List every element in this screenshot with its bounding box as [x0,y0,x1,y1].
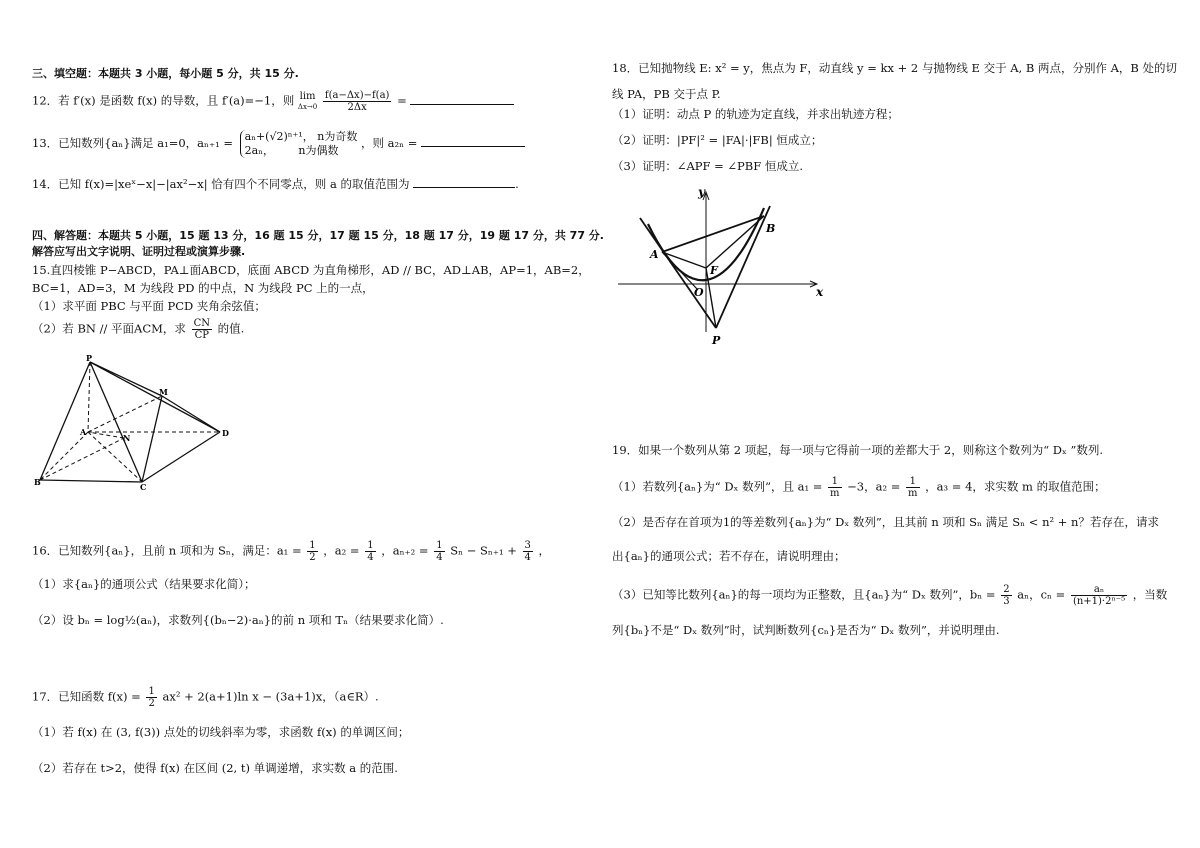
q19-part2-line1: （2）是否存在首项为1的等差数列{aₙ}为“ Dₓ 数列”，且其前 n 项和 Sₙ 满足 Sₙ < n² + n？若存在，请求 [612,515,1159,529]
q19-part2-line2: 出{aₙ}的通项公式；若不存在，请说明理由； [612,549,846,563]
q19-line1: 19．如果一个数列从第 2 项起，每一项与它得前一项的差都大于 2，则称这个数列为“ Dₓ ”数列. [612,443,1104,457]
axis-label-y: y [698,185,705,199]
q17-part2: （2）若存在 t>2，使得 f(x) 在区间 (2, t) 单调递增，求实数 a 的范围. [32,761,398,775]
section4-title: 四、解答题：本题共 5 小题，15 题 13 分，16 题 15 分，17 题 15 分，18 题 17 分，19 题 17 分，共 77 分. [32,229,604,242]
q18-line2: 线 PA，PB 交于点 P. [612,87,721,101]
question-14: 14．已知 f(x)=|xeˣ−x|−|ax²−x| 恰有四个不同零点，则 a 的取值范围为 . [32,177,519,191]
q18-line1: 18．已知抛物线 E: x² = y，焦点为 F，动直线 y = kx + 2 与抛物线 E 交于 A, B 两点，分别作 A，B 处的切 [612,61,1178,75]
q19-part3-line1: （3）已知等比数列{aₙ}的每一项均为正整数，且{aₙ}为“ Dₓ 数列”，bₙ = $\frac{2}{3}$ aₙ，cₙ = $\frac{\text{aₙ}}{\text{(n+1)·2ⁿ⁻⁵}}$ ，当数 [612,584,1168,607]
question-16: 16．已知数列{aₙ}，且前 n 项和为 Sₙ，满足：a₁ = $\frac{1}{2}$ ，a₂ = $\frac{1}{4}$ ，aₙ₊₂ = $\frac{1}{4}$ Sₙ − Sₙ₊₁ + $\frac{3}{4}$ ， [32,540,551,563]
point-label-a: A [650,248,659,261]
question-13: 13．已知数列{aₙ}满足 a₁=0，aₙ₊₁ = aₙ+(√2)ⁿ⁺¹， n为奇数 2aₙ， n为偶数 ，则 a₂ₙ = [32,130,525,158]
q19-part3-line2: 列{bₙ}不是“ Dₓ 数列”时，试判断数列{cₙ}是否为“ Dₓ 数列”，并说明理由. [612,623,1000,637]
pyramid-label-n: N [123,433,131,443]
pyramid-label-p: P [86,353,93,363]
q19-part1: （1）若数列{aₙ}为“ Dₓ 数列”，且 a₁ = $\frac{1}{m}$ −3，a₂ = $\frac{1}{m}$ ，a₃ = 4，求实数 m 的取值范围； [612,476,1106,499]
point-label-p: P [712,334,721,347]
parabola-figure [612,182,832,352]
question-17: 17．已知函数 f(x) = $\frac{1}{2}$ ax² + 2(a+1)ln x − (3a+1)x，（a∈R）. [32,686,379,709]
pyramid-label-b: B [34,477,41,487]
point-label-o: O [694,286,704,299]
q17-part1: （1）若 f(x) 在 (3, f(3)) 点处的切线斜率为零，求函数 f(x) 的单调区间； [32,725,410,739]
question-12: 12．若 f′(x) 是函数 f(x) 的导数，且 f′(a)=−1，则 lim Δx→0 $\frac{f(a-\Delta x)-f(a)}{2\Delta x}$ = [32,90,514,113]
point-label-b: B [766,222,776,235]
pyramid-label-d: D [222,428,229,438]
q16-part1: （1）求{aₙ}的通项公式（结果要求化简）； [32,577,256,591]
point-label-f: F [710,264,718,277]
pyramid-label-c: C [140,482,147,492]
q15-line2: BC=1，AD=3，M 为线段 PD 的中点，N 为线段 PC 上的一点， [32,281,374,295]
pyramid-figure [32,352,242,492]
pyramid-label-a: A [80,427,87,437]
q13-answer-blank[interactable] [421,145,525,147]
axis-label-x: x [816,285,824,299]
q18-part3: （3）证明：∠APF = ∠PBF 恒成立. [612,159,804,173]
q18-part1: （1）证明：动点 P 的轨迹为定直线，并求出轨迹方程； [612,107,899,121]
section3-title: 三、填空题：本题共 3 小题，每小题 5 分，共 15 分. [32,67,299,80]
q15-part2: （2）若 BN // 平面ACM，求 $\frac{CN}{CP}$ 的值. [32,318,245,341]
q15-line1: 15.直四棱锥 P−ABCD，PA⊥面ABCD，底面 ABCD 为直角梯形，AD // BC，AD⊥AB，AP=1，AB=2， [32,263,590,277]
q15-part1: （1）求平面 PBC 与平面 PCD 夹角余弦值； [32,299,266,313]
q14-answer-blank[interactable] [413,186,515,188]
q13-piecewise: aₙ+(√2)ⁿ⁺¹， n为奇数 2aₙ， n为偶数 [240,130,358,158]
q18-part2: （2）证明：|PF|² = |FA|·|FB| 恒成立； [612,133,823,147]
pyramid-label-m: M [159,387,168,397]
q12-text: 12．若 f′(x) 是函数 f(x) 的导数，且 f′(a)=−1，则 [32,93,298,108]
q12-answer-blank[interactable] [410,103,514,105]
q16-part2: （2）设 bₙ = log½(aₙ)，求数列{(bₙ−2)·aₙ}的前 n 项和 Tₙ（结果要求化简）. [32,613,444,627]
section4-subtitle: 解答应写出文字说明、证明过程或演算步骤. [32,245,246,258]
q12-limit: lim Δx→0 [297,90,318,111]
q12-fraction: $\frac{f(a-\Delta x)-f(a)}{2\Delta x}$ [324,90,390,113]
